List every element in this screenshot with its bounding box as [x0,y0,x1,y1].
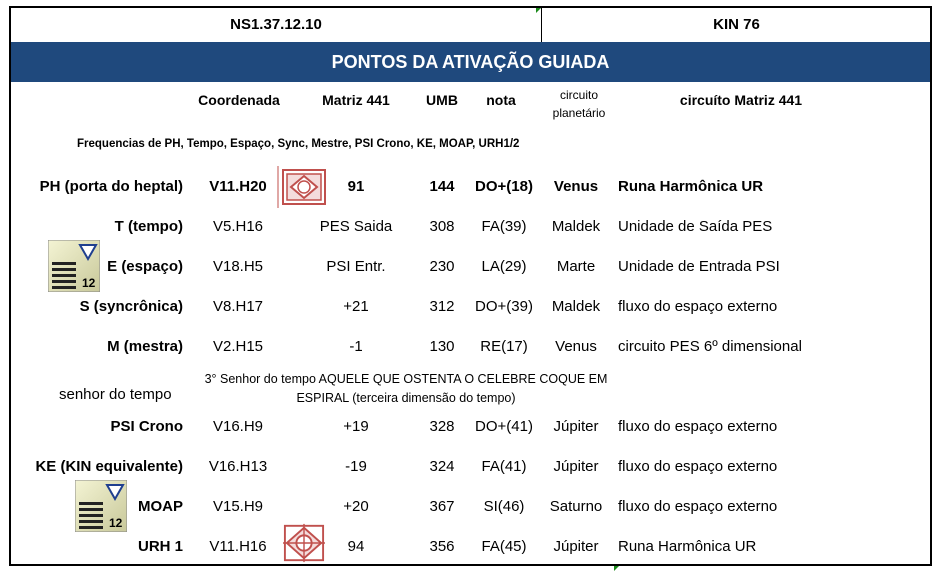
row-matrix-circuit: fluxo do espaço externo [618,498,778,515]
row-circuit: Júpiter [553,538,599,555]
table-row [11,247,930,287]
row-coord: V16.H9 [212,418,264,435]
row-label: PSI Crono [110,418,183,435]
row-nota: FA(41) [481,458,527,475]
row-label: KE (KIN equivalente) [35,458,183,475]
row-matrix-circuit: Unidade de Saída PES [618,218,773,235]
row-matrix: PSI Entr. [326,258,386,275]
row-circuit: Marte [556,258,596,275]
col-circuito-2: planetário [552,106,606,120]
row-umb: 356 [429,538,455,555]
row-circuit: Venus [555,338,597,355]
time-cell-glyph-icon [75,480,127,532]
row-coord: V8.H17 [212,298,264,315]
row-umb: 312 [429,298,455,315]
table-row [11,327,930,367]
table-row [11,527,930,567]
row-circuit: Júpiter [553,458,599,475]
row-nota: DO+(41) [475,418,533,435]
row-nota: FA(39) [481,218,527,235]
glyph-number: 12 [109,516,123,530]
row-coord: V15.H9 [212,498,264,515]
row-matrix-circuit: Runa Harmônica UR [618,178,764,195]
row-label: M (mestra) [107,338,183,355]
row-circuit: Maldek [551,298,601,315]
row-nota: DO+(18) [475,178,533,195]
row-label: E (espaço) [107,258,183,275]
harmonic-rune-seal-icon [277,166,327,208]
row-nota: SI(46) [483,498,525,515]
table-row [11,287,930,327]
cell-comment-marker [536,8,541,13]
col-umb: UMB [426,92,458,108]
col-circuito-1: circuito [559,88,598,102]
table-row [11,407,930,447]
row-matrix: 91 [347,178,365,195]
row-matrix-circuit: fluxo do espaço externo [618,298,778,315]
row-label: T (tempo) [114,218,183,235]
row-matrix-circuit: fluxo do espaço externo [618,458,778,475]
row-label: MOAP [138,498,183,515]
col-nota: nota [486,92,516,108]
row-coord: V11.H20 [209,178,267,195]
row-matrix: -1 [349,338,363,355]
row-label: URH 1 [137,538,183,555]
row-matrix-circuit: Runa Harmônica UR [618,538,757,555]
row-nota: FA(45) [481,538,527,555]
row-matrix: +20 [343,498,369,515]
banner-title: PONTOS DA ATIVAÇÃO GUIADA [11,42,930,82]
time-cell-glyph-icon [48,240,100,292]
col-matriz: Matriz 441 [322,92,390,108]
row-matrix-circuit: Unidade de Entrada PSI [618,258,780,275]
row-circuit: Maldek [551,218,601,235]
row-nota: RE(17) [480,338,528,355]
harmonic-rune-seal-icon [279,522,329,564]
row-coord: V16.H13 [208,458,268,475]
table-row [11,447,930,487]
col-circuito-matriz: circuíto Matriz 441 [679,92,803,108]
col-coordenada: Coordenada [198,92,280,108]
kin-number: KIN 76 [713,16,760,33]
row-circuit: Venus [553,178,599,195]
row-nota: LA(29) [481,258,527,275]
time-lord-description [196,370,616,408]
time-lord-line-1: 3° Senhor do tempo AQUELE QUE OSTENTA O CELEBRE COQUE EM [204,372,608,386]
row-matrix: +21 [343,298,369,315]
row-coord: V18.H5 [212,258,264,275]
row-coord: V2.H15 [212,338,264,355]
activation-sheet [9,6,932,566]
row-umb: 130 [429,338,455,355]
row-matrix: 94 [347,538,365,555]
row-nota: DO+(39) [475,298,533,315]
row-matrix: +19 [343,418,369,435]
time-lord-label: senhor do tempo [59,386,172,403]
time-lord-line-2: ESPIRAL (terceira dimensão do tempo) [296,391,516,405]
kin-code: NS1.37.12.10 [11,8,542,42]
table-row [11,167,930,207]
row-umb: 328 [429,418,455,435]
glyph-number: 12 [82,276,96,290]
row-umb: 367 [429,498,455,515]
row-label: PH (porta do heptal) [39,178,183,195]
cell-comment-marker [614,566,619,571]
table-row [11,207,930,247]
row-coord: V5.H16 [212,218,264,235]
row-circuit: Saturno [549,498,603,515]
table-row [11,487,930,527]
row-matrix: -19 [345,458,367,475]
row-label: S (syncrônica) [79,298,183,315]
row-matrix-circuit: circuito PES 6º dimensional [618,338,802,355]
row-umb: 308 [429,218,455,235]
row-coord: V11.H16 [209,538,267,555]
row-matrix: PES Saida [319,218,393,235]
row-umb: 324 [429,458,455,475]
row-matrix-circuit: fluxo do espaço externo [618,418,778,435]
frequencies-note: Frequencias de PH, Tempo, Espaço, Sync, Mestre, PSI Crono, KE, MOAP, URH1/2 [77,138,520,150]
row-circuit: Júpiter [553,418,599,435]
row-umb: 230 [429,258,455,275]
row-umb: 144 [429,178,455,195]
